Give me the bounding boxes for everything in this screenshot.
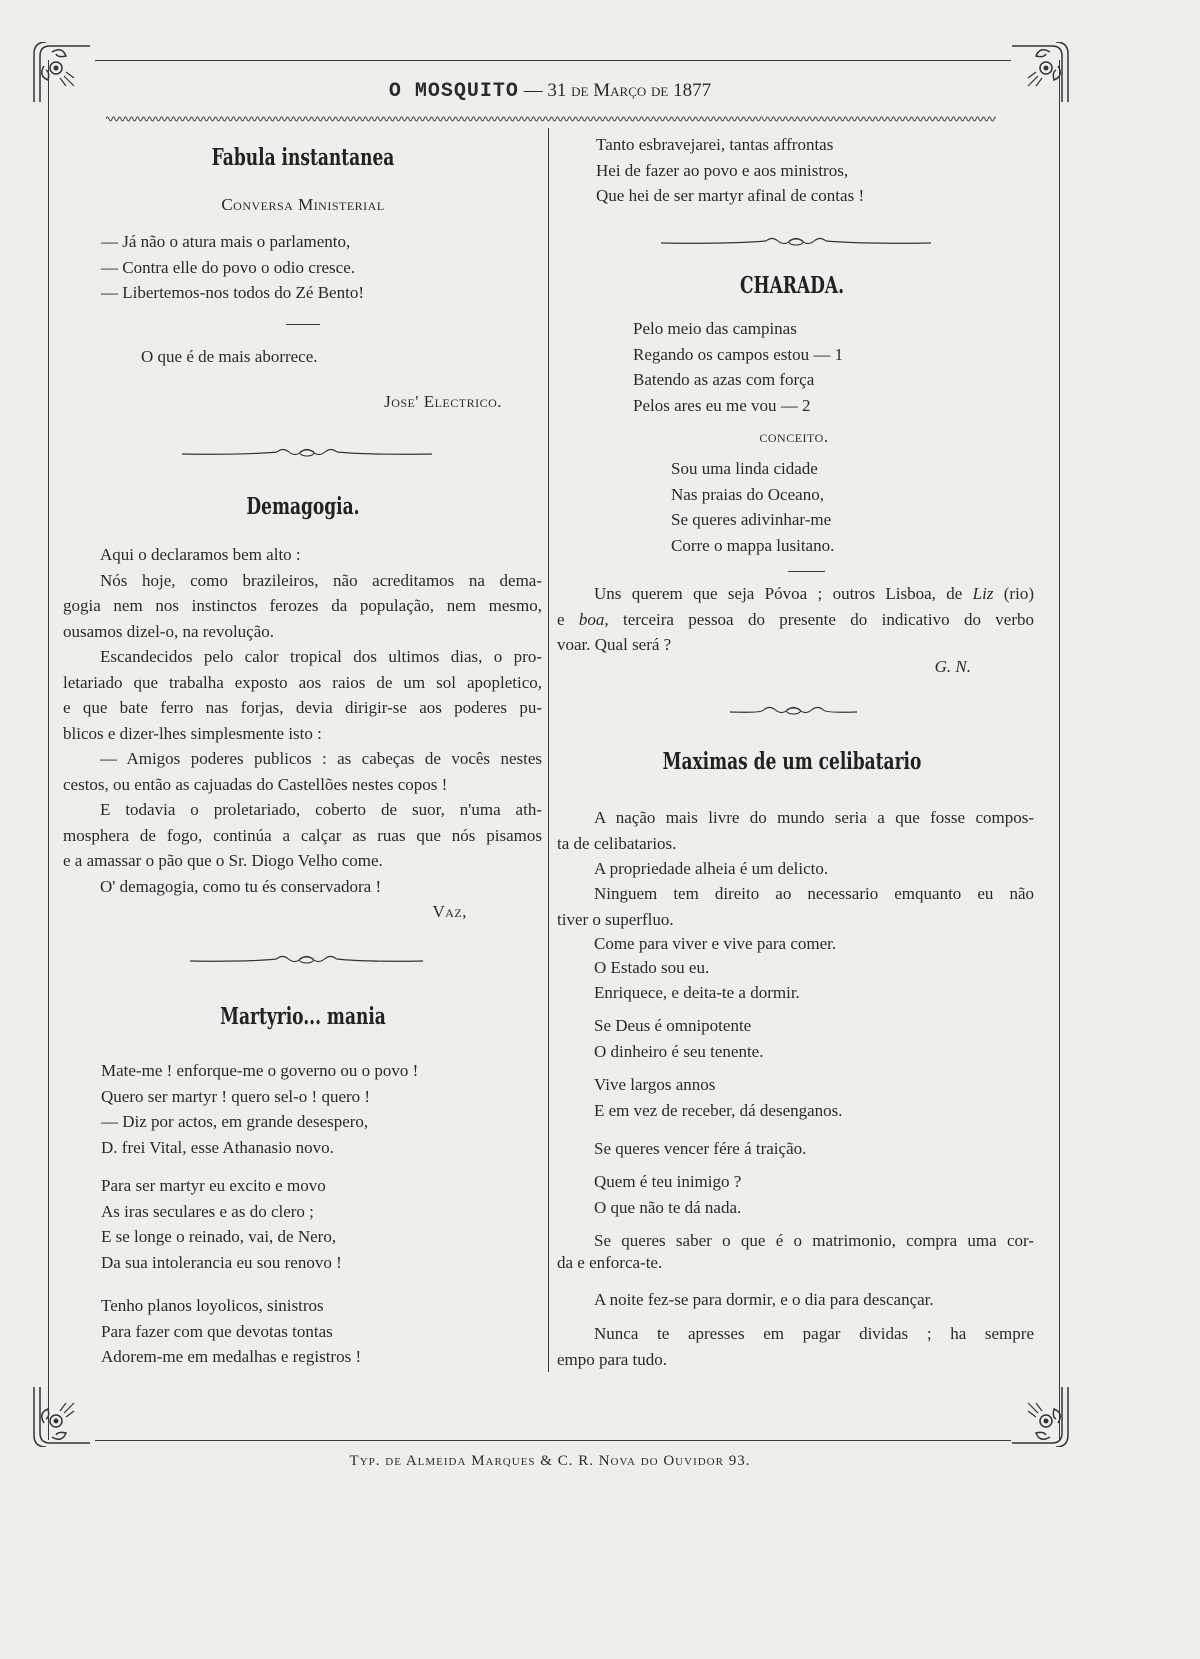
- demagogia-line: mosphera de fogo, continúa a calçar as ruas que nós pisamos: [63, 825, 542, 845]
- poem-line: Que hei de ser martyr afinal de contas !: [596, 186, 865, 205]
- maxim-line: O Estado sou eu.: [594, 958, 710, 977]
- riddle-line: Pelos ares eu me vou — 2: [633, 395, 811, 415]
- poem-line: Para ser martyr eu excito e movo: [101, 1176, 326, 1195]
- article-title-maximas: Maximas de um celibatario: [662, 748, 922, 775]
- poem-line: — Diz por actos, em grande desespero,: [101, 1112, 369, 1132]
- riddle-line: Corre o mappa lusitano.: [671, 535, 835, 555]
- riddle-line: Regando os campos estou — 1: [633, 344, 844, 364]
- poem-line: Quero ser martyr ! quero sel-o ! quero !: [101, 1086, 371, 1106]
- moral-line: O que é de mais aborrece.: [141, 347, 318, 366]
- column-divider: [548, 128, 549, 1372]
- riddle-solution-line: [557, 581, 1034, 607]
- header-dash: —: [523, 80, 543, 101]
- maxim-block: [557, 1230, 1034, 1274]
- demagogia-line: O' demagogia, como tu és conservadora !: [100, 876, 382, 896]
- demagogia-line: e a amassar o pão que o Sr. Diogo Velho come.: [63, 851, 383, 870]
- corner-ornament-icon: [30, 1385, 92, 1447]
- maxim-line: Enriquece, e deita-te a dormir.: [594, 983, 800, 1002]
- article-title-demagogia: Demagogia.: [246, 493, 360, 520]
- riddle-line: Nas praias do Oceano,: [671, 484, 824, 504]
- maxim-block: [557, 1321, 1034, 1372]
- demagogia-block: [63, 542, 542, 899]
- text-segment: voar. Qual será ?: [557, 635, 672, 654]
- verse-line: — Contra elle do povo o odio cresce.: [101, 257, 355, 277]
- masthead: [0, 80, 1100, 103]
- maxim-block: [557, 881, 1034, 932]
- demagogia-line: gogia nem nos instinctos ferozes da população, nem mesmo,: [63, 596, 542, 615]
- poem-line: Da sua intolerancia eu sou renovo !: [101, 1253, 342, 1273]
- verse-line: — Libertemos-nos todos do Zé Bento!: [101, 283, 364, 302]
- maxim-block: [557, 1169, 1034, 1220]
- maxim-line: O dinheiro é seu tenente.: [594, 1041, 764, 1061]
- text-segment: e: [557, 609, 579, 629]
- short-rule: [286, 324, 320, 325]
- poem-line: Adorem-me em medalhas e registros !: [101, 1347, 362, 1367]
- riddle-line: Batendo as azas com força: [633, 370, 815, 389]
- maxim-line: ta de celibatarios.: [557, 833, 677, 853]
- verse-line: — Já não o atura mais o parlamento,: [101, 232, 351, 251]
- demagogia-line: ousamos dizel-o, na revolução.: [63, 621, 275, 641]
- issue-date: 31 de Março de 1877: [547, 80, 712, 101]
- maxim-block: [557, 856, 1034, 882]
- maxim-block: [557, 1287, 1034, 1313]
- maxim-line: A nação mais livre do mundo seria a que fosse compos-: [594, 808, 1034, 827]
- demagogia-line: Aqui o declaramos bem alto :: [100, 545, 301, 564]
- demagogia-line: — Amigos poderes publicos : as cabeças de vocês nestes: [100, 749, 542, 768]
- poem-line: D. frei Vital, esse Athanasio novo.: [101, 1138, 334, 1158]
- text-segment: (rio): [993, 584, 1034, 603]
- italic-word: Liz: [972, 584, 994, 603]
- maxim-block: [557, 1013, 1034, 1064]
- maxim-line: Se queres vencer fére á traição.: [594, 1139, 807, 1158]
- demagogia-line: Escandecidos pelo calor tropical dos ultimos dias, o pro-: [100, 647, 542, 666]
- bottom-border-line: [95, 1440, 1011, 1441]
- article-title-fabula: Fabula instantanea: [211, 144, 395, 171]
- author-signature: Vaz,: [432, 902, 467, 921]
- maxim-block: [557, 805, 1034, 856]
- text-segment: Uns querem que seja Póvoa ; outros Lisboa, de: [594, 584, 973, 603]
- corner-ornament-icon: [1010, 1385, 1072, 1447]
- poem-line: As iras seculares e as do clero ;: [101, 1201, 314, 1221]
- maxim-line: Ninguem tem direito ao necessario emquanto eu não: [594, 884, 1034, 903]
- poem-line: Tanto esbravejarei, tantas affrontas: [596, 135, 834, 154]
- maxim-line: Quem é teu inimigo ?: [594, 1172, 742, 1191]
- maxim-line: Nunca te apresses em pagar dividas ; ha sempre: [594, 1324, 1034, 1343]
- text-segment: , terceira pessoa do presente do indicativo do verbo: [604, 609, 1034, 629]
- article-title-martyrio: Martyrio... mania: [220, 1003, 386, 1030]
- ornamental-divider: [730, 704, 857, 718]
- article-subtitle: Conversa Ministerial: [221, 195, 385, 214]
- poem-line: E se longe o reinado, vai, de Nero,: [101, 1227, 337, 1247]
- maxim-line: tiver o superfluo.: [557, 909, 674, 929]
- maxim-line: A noite fez-se para dormir, e o dia para descançar.: [594, 1290, 934, 1309]
- conceito-label: conceito.: [759, 427, 829, 446]
- corner-ornament-icon: [30, 42, 92, 104]
- riddle-solution-line: [557, 607, 1034, 633]
- maxim-block: [557, 1072, 1034, 1123]
- article-title-charada: CHARADA.: [739, 272, 845, 299]
- maxim-line: Se Deus é omnipotente: [594, 1016, 752, 1035]
- ornamental-divider: [661, 235, 931, 249]
- demagogia-line: letariado que trabalha exposto aos raios de um sol apopletico,: [63, 672, 542, 692]
- riddle-line: Sou uma linda cidade: [671, 459, 818, 478]
- poem-line: Tenho planos loyolicos, sinistros: [101, 1296, 324, 1315]
- author-signature: G. N.: [934, 657, 971, 676]
- poem-line: Para fazer com que devotas tontas: [101, 1321, 333, 1341]
- riddle-solution-block: [557, 581, 1034, 658]
- maxim-block: [557, 980, 1034, 1006]
- maxim-line: Se queres saber o que é o matrimonio, compra uma cor-: [594, 1231, 1034, 1250]
- ornamental-divider: [190, 953, 423, 967]
- maxim-line: empo para tudo.: [557, 1349, 667, 1369]
- ornamental-divider: [182, 446, 432, 460]
- maxim-line: Come para viver e vive para comer.: [594, 934, 837, 953]
- demagogia-line: e que bate ferro nas forjas, devia dirigir-se aos poderes pu-: [63, 698, 542, 717]
- maxim-block: [557, 955, 1034, 981]
- corner-ornament-icon: [1010, 42, 1072, 104]
- wavy-rule: [106, 114, 996, 124]
- demagogia-line: cestos, ou então as cajuadas do Castellões nestes copos !: [63, 774, 448, 794]
- maxim-line: O que não te dá nada.: [594, 1197, 742, 1217]
- demagogia-line: Nós hoje, como brazileiros, não acreditamos na dema-: [100, 570, 542, 590]
- maxim-line: da e enforca-te.: [557, 1253, 663, 1272]
- demagogia-line: E todavia o proletariado, coberto de suor, n'uma ath-: [100, 800, 542, 819]
- riddle-line: Pelo meio das campinas: [633, 319, 797, 338]
- demagogia-line: blicos e dizer-lhes simplesmente isto :: [63, 723, 322, 743]
- maxim-line: A propriedade alheia é um delicto.: [594, 859, 829, 878]
- poem-line: Hei de fazer ao povo e aos ministros,: [596, 160, 849, 180]
- newspaper-name: O MOSQUITO: [388, 80, 519, 103]
- maxim-block: [557, 1136, 1034, 1162]
- maxim-line: E em vez de receber, dá desenganos.: [594, 1100, 843, 1120]
- poem-line: Mate-me ! enforque-me o governo ou o povo !: [101, 1061, 419, 1080]
- author-signature: Jose' Electrico.: [384, 392, 502, 411]
- short-rule: [788, 571, 825, 572]
- italic-word: boa: [578, 609, 605, 629]
- maxim-line: Vive largos annos: [594, 1075, 716, 1094]
- top-border-line: [95, 60, 1011, 61]
- riddle-line: Se queres adivinhar-me: [671, 510, 832, 529]
- printer-imprint: Typ. de Almeida Marques & C. R. Nova do Ouvidor 93.: [349, 1453, 751, 1469]
- maxim-block: [557, 931, 1034, 957]
